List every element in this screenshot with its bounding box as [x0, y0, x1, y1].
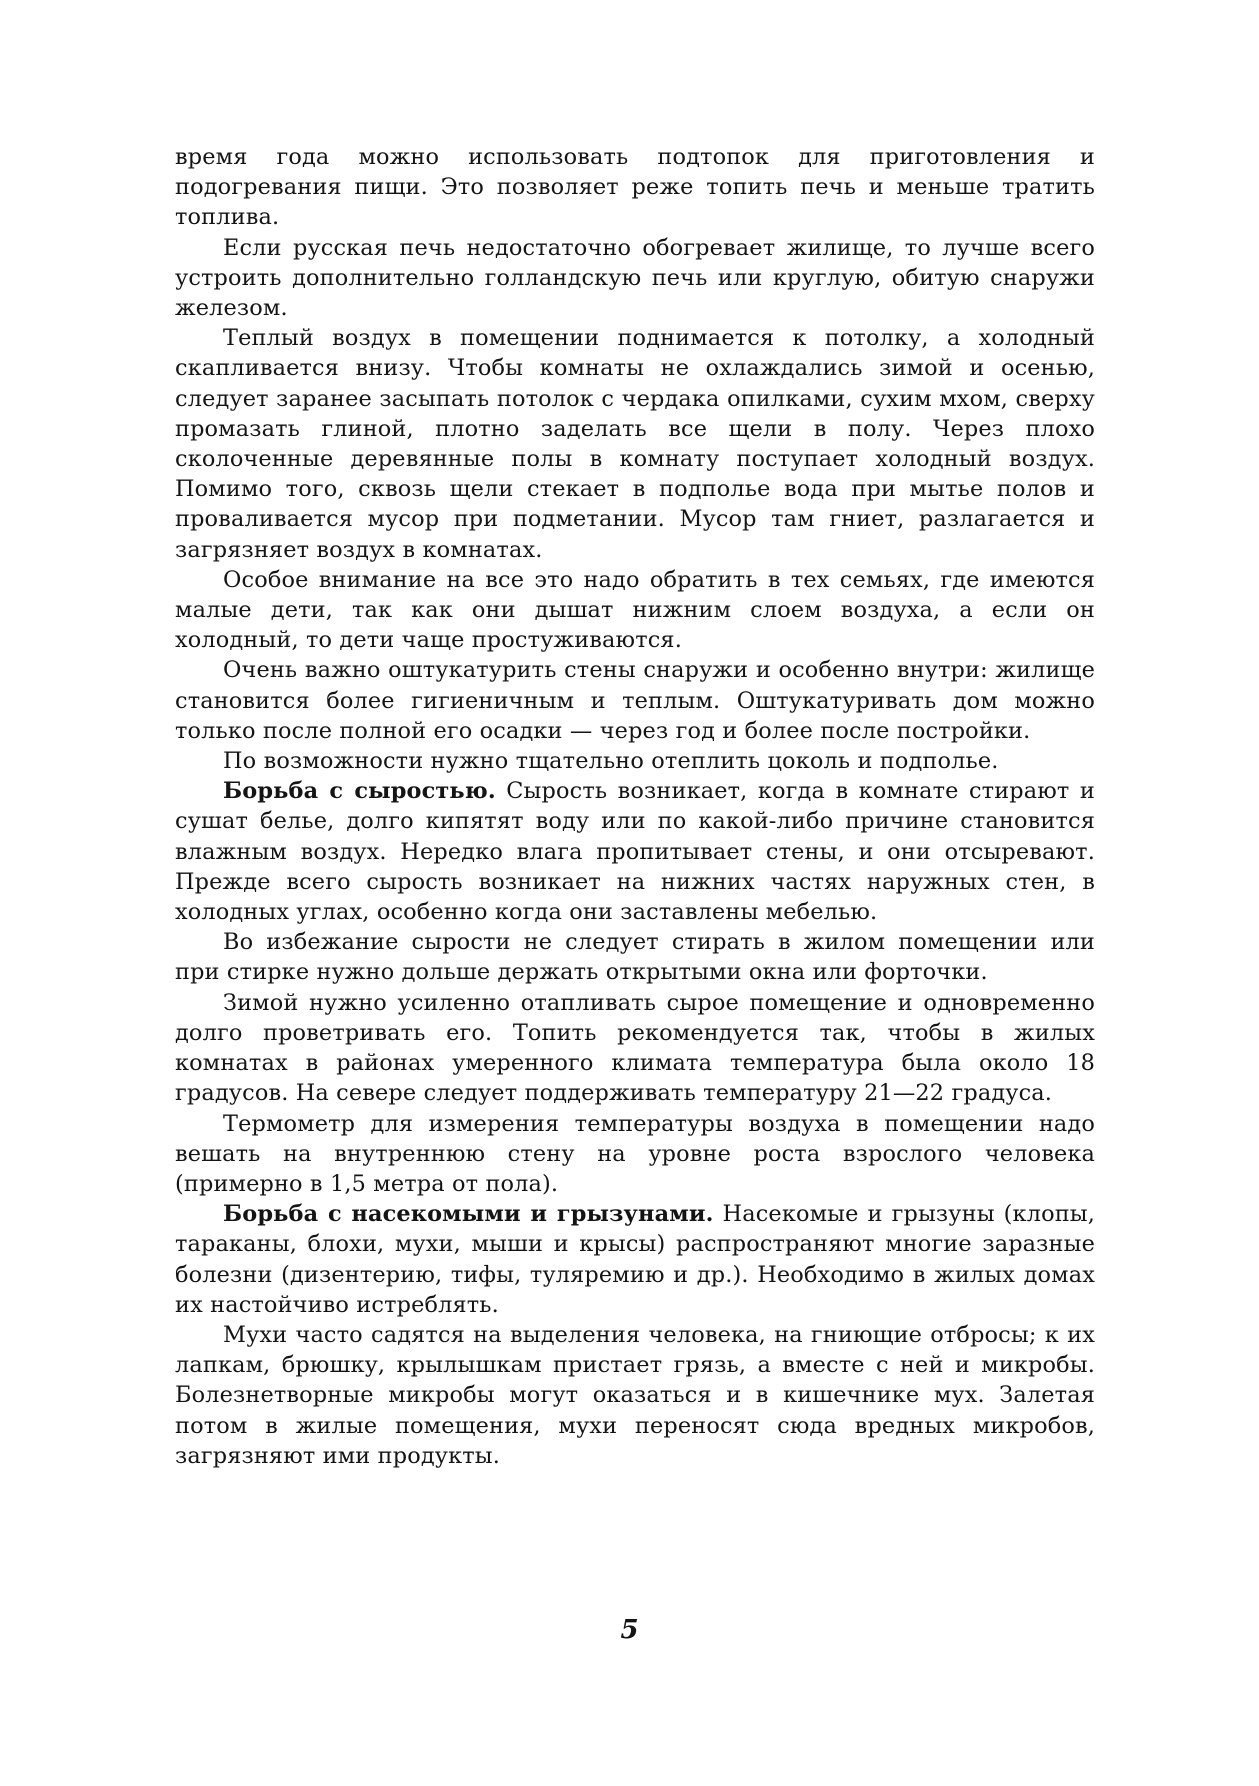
- paragraph-4-text: Особое внимание на все это надо обратить в тех семьях, где имеются малые дети, так как они дышат нижним слоем воздуха, а если он холодный, то дети чаще простуживаются.: [175, 566, 1095, 654]
- paragraph-1: [175, 142, 1095, 233]
- paragraph-10-text: Термометр для измерения температуры воздуха в помещении надо вешать на внутреннюю стену на уровне роста взрослого человека (примерно в 1,5 метра от пола).: [175, 1110, 1095, 1197]
- paragraph-6-text: По возможности нужно тщательно отеплить цоколь и подполье.: [223, 748, 999, 775]
- paragraph-9: [175, 988, 1095, 1109]
- paragraph-7-text: Сырость возникает, когда в комнате стирают и сушат белье, долго кипятят воду или по какой-либо причине становится влажным воздух. Нередко влага пропитывает стены, и они отсыревают. Прежде всего сырость возникает на нижних частях наружных стен, в холодных углах, особенно когда они заставлены мебелью.: [175, 778, 1095, 926]
- page-number: 5: [620, 1615, 639, 1645]
- paragraph-8: [175, 927, 1095, 987]
- paragraph-7: [175, 776, 1095, 927]
- paragraph-5-text: Очень важно оштукатурить стены снаружи и особенно внутри: жилище становится более гигиеничным и теплым. Оштукатуривать дом можно только после полной его осадки — через год и более после постройки.: [175, 657, 1095, 744]
- section-heading-dampness: Борьба с сыростью.: [223, 778, 496, 805]
- paragraph-12-text: Мухи часто садятся на выделения человека, на гниющие отбросы; к их лапкам, брюшку, крылышкам пристает грязь, а вместе с ней и микробы. Болезнетворные микробы могут оказаться и в кишечнике мух. Залетая потом в жилые помещения, мухи переносят сюда вредных микробов, загрязняют ими продукты.: [175, 1321, 1095, 1469]
- section-heading-pests: Борьба с насекомыми и грызунами.: [223, 1201, 714, 1228]
- paragraph-6: [175, 746, 1095, 776]
- paragraph-3-text: Теплый воздух в помещении поднимается к потолку, а холодный скапливается внизу. Чтобы комнаты не охлаждались зимой и осенью, следует заранее засыпать потолок с чердака опилками, сухим мхом, сверху промазать глиной, плотно заделать все щели в полу. Через плохо сколоченные деревянные полы в комнату поступает холодный воздух. Помимо того, сквозь щели стекает в подполье вода при мытье полов и проваливается мусор при подметании. Мусор там гниет, разлагается и загрязняет воздух в комнатах.: [175, 325, 1095, 563]
- paragraph-2: [175, 233, 1095, 324]
- paragraph-10: [175, 1109, 1095, 1200]
- paragraph-11: [175, 1199, 1095, 1320]
- paragraph-3: [175, 323, 1095, 565]
- paragraph-9-text: Зимой нужно усиленно отапливать сырое помещение и одновременно долго проветривать его. Топить рекомендуется так, чтобы в жилых комнатах в районах умеренного климата температура была около 18 градусов. На севере следует поддерживать температуру 21—22 градуса.: [175, 989, 1095, 1107]
- paragraph-12: [175, 1320, 1095, 1471]
- paragraph-2-text: Если русская печь недостаточно обогревает жилище, то лучше всего устроить дополнительно голландскую печь или круглую, обитую снаружи железом.: [175, 234, 1095, 322]
- paragraph-5: [175, 655, 1095, 746]
- paragraph-8-text: Во избежание сырости не следует стирать в жилом помещении или при стирке нужно дольше держать открытыми окна или форточки.: [175, 929, 1095, 986]
- paragraph-1-text: время года можно использовать подтопок для приготовления и подогревания пищи. Это позволяет реже топить печь и меньше тратить топлива.: [175, 144, 1095, 231]
- paragraph-4: [175, 565, 1095, 656]
- paragraph-11-text: Насекомые и грызуны (клопы, тараканы, блохи, мухи, мыши и крысы) распространяют многие заразные болезни (дизентерию, тифы, туляремию и др.). Необходимо в жилых домах их настойчиво истреблять.: [175, 1201, 1096, 1318]
- page-body: [175, 142, 1095, 1471]
